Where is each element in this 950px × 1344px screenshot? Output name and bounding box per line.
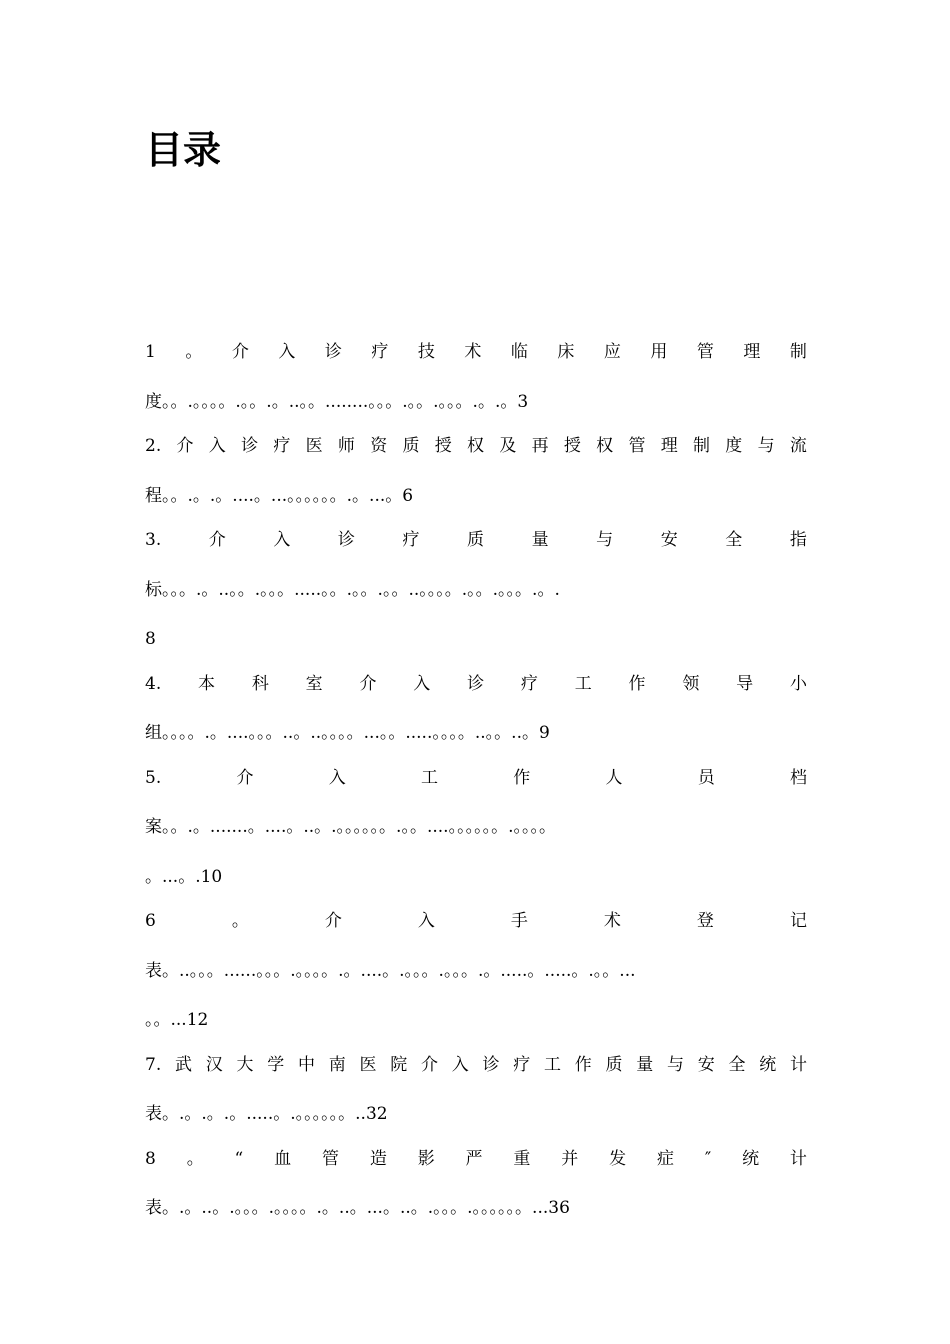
toc-entry-5-heading: 5. 介 入 工 作 人 员 档 <box>145 768 807 788</box>
toc-entry-6-heading: 6 。 介 入 手 术 登 记 <box>145 911 807 931</box>
toc-entry-6-leader: 表。..。。。......。。。.。。。。.。....。.。。。.。。。.。.....。.....。.。。... <box>145 961 636 981</box>
toc-entry-4-heading: 4. 本 科 室 介 入 诊 疗 工 作 领 导 小 <box>145 674 807 694</box>
toc-entry-4-leader: 组。。。。.。....。。。..。..。。。。...。。.....。。。。..。。..。9 <box>145 723 550 743</box>
toc-entry-5-page: 。...。.10 <box>145 867 223 887</box>
toc-entry-2-heading: 2. 介 入 诊 疗 医 师 资 质 授 权 及 再 授 权 管 理 制 度 与 流 <box>145 436 807 456</box>
toc-entry-6-page: 。。...12 <box>145 1010 209 1030</box>
toc-entry-5-leader: 案。。.。.......。....。..。.。。。。。。.。。....。。。。。。.。。。。 <box>145 817 556 837</box>
toc-entry-3-heading: 3. 介 入 诊 疗 质 量 与 安 全 指 <box>145 530 807 550</box>
toc-entry-8-heading: 8 。 “ 血 管 造 影 严 重 并 发 症 ″ 统 计 <box>145 1149 807 1169</box>
toc-entry-1-heading: 1 。 介 入 诊 疗 技 术 临 床 应 用 管 理 制 <box>145 342 807 362</box>
document-title: 目录 <box>145 128 222 172</box>
toc-entry-8-leader: 表。.。..。.。。。.。。。。.。..。...。..。.。。。.。。。。。。...36 <box>145 1198 570 1218</box>
toc-entry-7-leader: 表。.。.。.。.....。.。。。。。。..32 <box>145 1104 388 1124</box>
toc-entry-1-leader: 度。。.。。。。.。。.。..。。........。。。.。。.。。。.。.。3 <box>145 392 529 412</box>
toc-entry-3-page: 8 <box>145 629 156 649</box>
toc-entry-3-leader: 标。。。.。..。。.。。。.....。。.。。.。。..。。。。.。。.。。。.。. <box>145 580 560 600</box>
toc-entry-2-leader: 程。。.。.。....。...。。。。。。.。...。6 <box>145 486 414 506</box>
toc-entry-7-heading: 7. 武 汉 大 学 中 南 医 院 介 入 诊 疗 工 作 质 量 与 安 全 统 计 <box>145 1055 807 1075</box>
